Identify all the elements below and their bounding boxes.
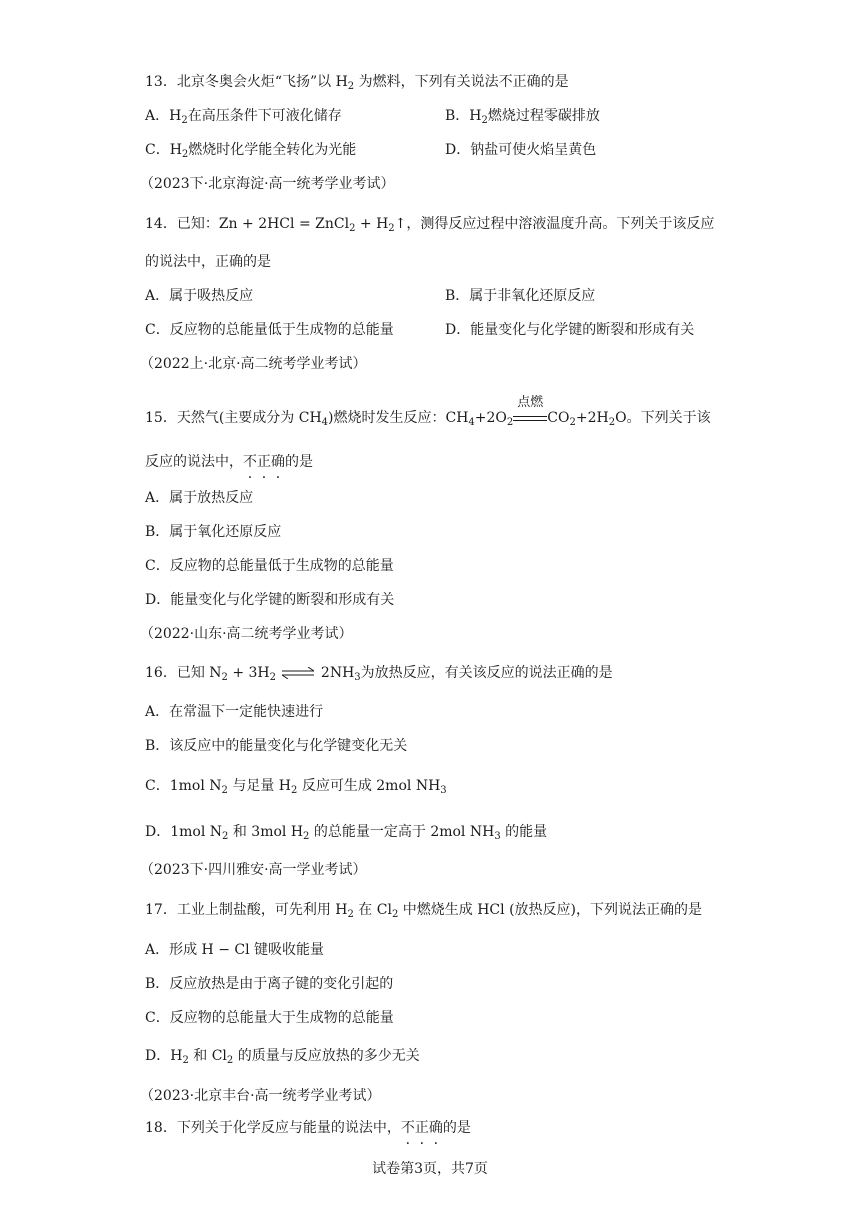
q14-option-d: D．能量变化与化学键的断裂和形成有关 — [445, 322, 695, 338]
page-footer: 试卷第3页，共7页 — [372, 1161, 488, 1177]
q14-option-b: B．属于非氧化还原反应 — [445, 288, 596, 304]
q15-option-d: D．能量变化与化学键的断裂和形成有关 — [145, 592, 395, 608]
q15-option-b: B．属于氧化还原反应 — [145, 524, 282, 540]
q15-option-c: C．反应物的总能量低于生成物的总能量 — [145, 558, 394, 574]
q13-option-b: B．$H_2$燃烧过程零碳排放 — [445, 108, 600, 126]
q13-option-a: A．$H_2$在高压条件下可液化储存 — [145, 108, 342, 126]
emphasis-char: 确 — [428, 1120, 443, 1136]
q15-option-a: A．属于放热反应 — [145, 490, 254, 506]
q14-stem-line2: 的说法中，正确的是 — [145, 254, 271, 270]
q14-option-a: A．属于吸热反应 — [145, 288, 254, 304]
emphasis-char: 正 — [414, 1120, 429, 1136]
q13-option-d: D．钠盐可使火焰呈黄色 — [445, 142, 597, 158]
emphasis-char: 不 — [400, 1120, 415, 1136]
equation-arrow — [513, 395, 547, 425]
emphasis-char: 正 — [257, 454, 271, 470]
q16-option-a: A．在常温下一定能快速进行 — [145, 704, 324, 720]
q15-stem-line2: 反应的说法中，不正确的是 — [145, 454, 313, 470]
q17-option-a: A．形成 H − Cl 键吸收能量 — [145, 942, 325, 958]
q17-option-b: B．反应放热是由于离子键的变化引起的 — [145, 976, 394, 992]
emphasis-char: 确 — [271, 454, 285, 470]
q17-option-c: C．反应物的总能量大于生成物的总能量 — [145, 1010, 394, 1026]
q18-stem: 18．下列关于化学反应与能量的说法中，不正确的是 — [145, 1120, 471, 1136]
q15-stem: 15．天然气(主要成分为 $CH_4$)燃烧时发生反应：$CH_4+2O_2$ 点燃 $CO_2+2H_2O$。下列关于该 — [145, 395, 711, 428]
q14-source: （2023下·北京海淀·高一统考学业考试） — [140, 176, 395, 192]
q13-stem: 13．北京冬奥会火炬“飞扬”以 $H_2$ 为燃料，下列有关说法不正确的是 — [145, 74, 569, 92]
q16-option-b: B．该反应中的能量变化与化学键变化无关 — [145, 738, 408, 754]
q16-option-c: C．1mol $N_2$ 与足量 $H_2$ 反应可生成 2mol $NH_3$ — [145, 778, 447, 796]
q17-source: （2023下·四川雅安·高一学业考试） — [140, 862, 367, 878]
q15-source: （2022上·北京·高二统考学业考试） — [140, 356, 367, 372]
emphasis-char: 不 — [243, 454, 257, 470]
reaction-condition: 点燃 — [517, 395, 544, 410]
q17-option-d: D．$H_2$ 和 $Cl_2$ 的质量与反应放热的多少无关 — [145, 1048, 420, 1066]
reversible-arrow-icon — [280, 667, 316, 679]
q16-option-d: D．1mol $N_2$ 和 3mol $H_2$ 的总能量一定高于 2mol $NH_3$ 的能量 — [145, 824, 548, 842]
q16-source: （2022·山东·高二统考学业考试） — [140, 626, 353, 642]
q18-source: （2023·北京丰台·高一统考学业考试） — [140, 1088, 381, 1104]
q16-stem: 16．已知 $N_2 + 3H_2$ $2NH_3$为放热反应，有关该反应的说法正确的是 — [145, 665, 613, 683]
q17-stem: 17．工业上制盐酸，可先利用 $H_2$ 在 $Cl_2$ 中燃烧生成 HCl (放热反应)，下列说法正确的是 — [145, 902, 702, 920]
q14-stem: 14．已知：Zn + 2HCl = ZnCl$_2$ + $H_2↑$，测得反应过程中溶液温度升高。下列关于该反应 — [145, 216, 715, 234]
q13-option-c: C．$H_2$燃烧时化学能全转化为光能 — [145, 142, 357, 160]
q14-option-c: C．反应物的总能量低于生成物的总能量 — [145, 322, 394, 338]
